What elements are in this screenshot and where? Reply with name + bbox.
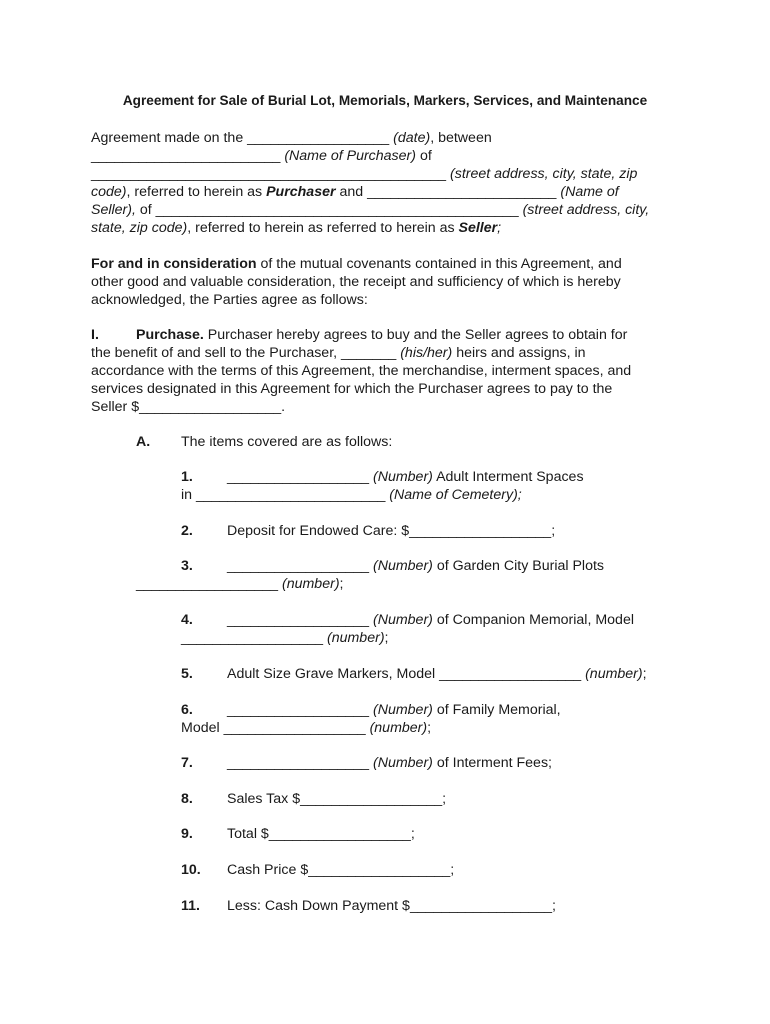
item-number: 7. <box>181 755 193 771</box>
section1-line-4: services designated in this Agreement for which the Purchaser agrees to pay to the <box>91 381 613 397</box>
item-9-text: Total $__________________; <box>227 826 415 842</box>
number-label: (number) <box>585 666 643 682</box>
item-text: Adult Interment Spaces <box>432 469 584 485</box>
consideration-heading: For and in consideration <box>91 256 257 272</box>
intro-text: , between <box>430 130 492 146</box>
section-text: the benefit of and sell to the Purchaser, _______ <box>91 345 401 361</box>
intro-line-3 <box>91 165 637 183</box>
item-text: of Family Memorial, <box>432 702 561 718</box>
item-number: 8. <box>181 791 193 807</box>
item-number: 4. <box>181 612 193 628</box>
section1-line-5: Seller $__________________. <box>91 399 286 415</box>
date-blank: Agreement made on the __________________ <box>91 130 394 146</box>
number-blank: __________________ <box>136 576 282 592</box>
item-number: 2. <box>181 523 193 539</box>
purchaser-name-label: (Name of Purchaser) <box>280 148 416 164</box>
item-7-text <box>227 754 552 772</box>
item-number: 5. <box>181 666 193 682</box>
number-label: (Number) <box>372 755 433 771</box>
item-number: 1. <box>181 469 193 485</box>
seller-address-label: (street address, city, <box>522 202 650 218</box>
intro-text: of <box>416 148 432 164</box>
document-title: Agreement for Sale of Burial Lot, Memorials, Markers, Services, and Maintenance <box>122 93 648 108</box>
intro-line-6 <box>91 219 501 237</box>
seller-address-blank: of ______________________________________________ <box>135 202 523 218</box>
intro-line-1 <box>91 129 492 147</box>
item-4-line-2 <box>181 629 389 647</box>
consideration-text: of the mutual covenants contained in this Agreement, and <box>256 256 622 272</box>
purchaser-address-blank: _____________________________________________ <box>91 166 451 182</box>
consideration-line-1 <box>91 255 622 273</box>
subsection-text: The items covered are as follows: <box>181 434 393 450</box>
section-heading: Purchase. <box>136 327 204 343</box>
cemetery-name-blank: ________________________ <box>195 487 386 503</box>
intro-text: and <box>335 184 368 200</box>
item-number: 11. <box>181 898 200 914</box>
item-1-line-1 <box>227 468 584 486</box>
item-2-text: Deposit for Endowed Care: $__________________; <box>227 523 556 539</box>
intro-text: , referred to herein as <box>126 184 267 200</box>
item-text: ; <box>384 630 389 646</box>
date-label: (date) <box>393 130 431 146</box>
consideration-line-2: other good and valuable consideration, the receipt and sufficiency of which is hereby <box>91 274 621 290</box>
item-5-text <box>227 665 647 683</box>
item-text: Model __________________ <box>181 720 370 736</box>
section-text: heirs and assigns, in <box>452 345 586 361</box>
item-8-text: Sales Tax $__________________; <box>227 791 447 807</box>
item-text: ; <box>427 720 432 736</box>
intro-line-4 <box>91 183 619 201</box>
seller-name-blank: ________________________ <box>367 184 557 200</box>
item-3-line-1 <box>227 557 604 575</box>
section-number: I. <box>91 327 99 343</box>
item-number: 9. <box>181 826 193 842</box>
cemetery-name-label: (Name of Cemetery); <box>385 487 522 503</box>
pronoun-label: (his/her) <box>400 345 453 361</box>
number-blank: __________________ <box>227 612 373 628</box>
number-blank: __________________ <box>227 702 373 718</box>
item-text: of Interment Fees; <box>432 755 552 771</box>
purchaser-name-blank: ________________________ <box>91 148 281 164</box>
number-label: (number) <box>369 720 428 736</box>
item-4-line-1 <box>227 611 634 629</box>
subsection-label: A. <box>136 434 151 450</box>
item-11-text: Less: Cash Down Payment $__________________; <box>227 898 556 914</box>
number-label: (Number) <box>372 612 433 628</box>
number-blank: __________________ <box>181 630 327 646</box>
seller-address-label-end: state, zip code) <box>91 220 188 236</box>
intro-line-5 <box>91 201 649 219</box>
item-text: of Garden City Burial Plots <box>432 558 605 574</box>
section1-line-3: accordance with the terms of this Agreement, the merchandise, interment spaces, and <box>91 363 632 379</box>
section1-line-2 <box>91 344 586 362</box>
seller-term: Seller <box>458 220 498 236</box>
item-6-line-1 <box>227 701 561 719</box>
section-text: Purchaser hereby agrees to buy and the Seller agrees to obtain for <box>203 327 628 343</box>
number-label: (Number) <box>372 702 433 718</box>
seller-name-label: (Name of <box>556 184 619 200</box>
item-text: ; <box>642 666 647 682</box>
item-text: in <box>181 487 196 503</box>
number-blank: __________________ <box>227 558 373 574</box>
intro-text: , referred to herein as referred to herein as <box>187 220 459 236</box>
number-blank: __________________ <box>227 469 373 485</box>
intro-line-2 <box>91 147 432 165</box>
item-number: 6. <box>181 702 193 718</box>
purchaser-term: Purchaser <box>266 184 336 200</box>
item-number: 3. <box>181 558 193 574</box>
consideration-line-3: acknowledged, the Parties agree as follows: <box>91 292 368 308</box>
purchaser-address-label: (street address, city, state, zip <box>450 166 638 182</box>
address-label-end: code) <box>91 184 127 200</box>
number-blank: __________________ <box>227 755 373 771</box>
number-label: (Number) <box>372 558 433 574</box>
item-10-text: Cash Price $__________________; <box>227 862 455 878</box>
item-text: ; <box>339 576 344 592</box>
item-text: Adult Size Grave Markers, Model __________________ <box>227 666 586 682</box>
seller-name-label-end: Seller), <box>91 202 136 218</box>
item-6-line-2 <box>181 719 431 737</box>
number-label: (Number) <box>372 469 433 485</box>
section1-line-1 <box>136 326 627 344</box>
item-3-line-2 <box>136 575 344 593</box>
item-text: of Companion Memorial, Model <box>432 612 634 628</box>
number-label: (number) <box>326 630 385 646</box>
number-label: (number) <box>281 576 340 592</box>
intro-text: ; <box>497 220 502 236</box>
item-1-line-2 <box>181 486 522 504</box>
item-number: 10. <box>181 862 201 878</box>
